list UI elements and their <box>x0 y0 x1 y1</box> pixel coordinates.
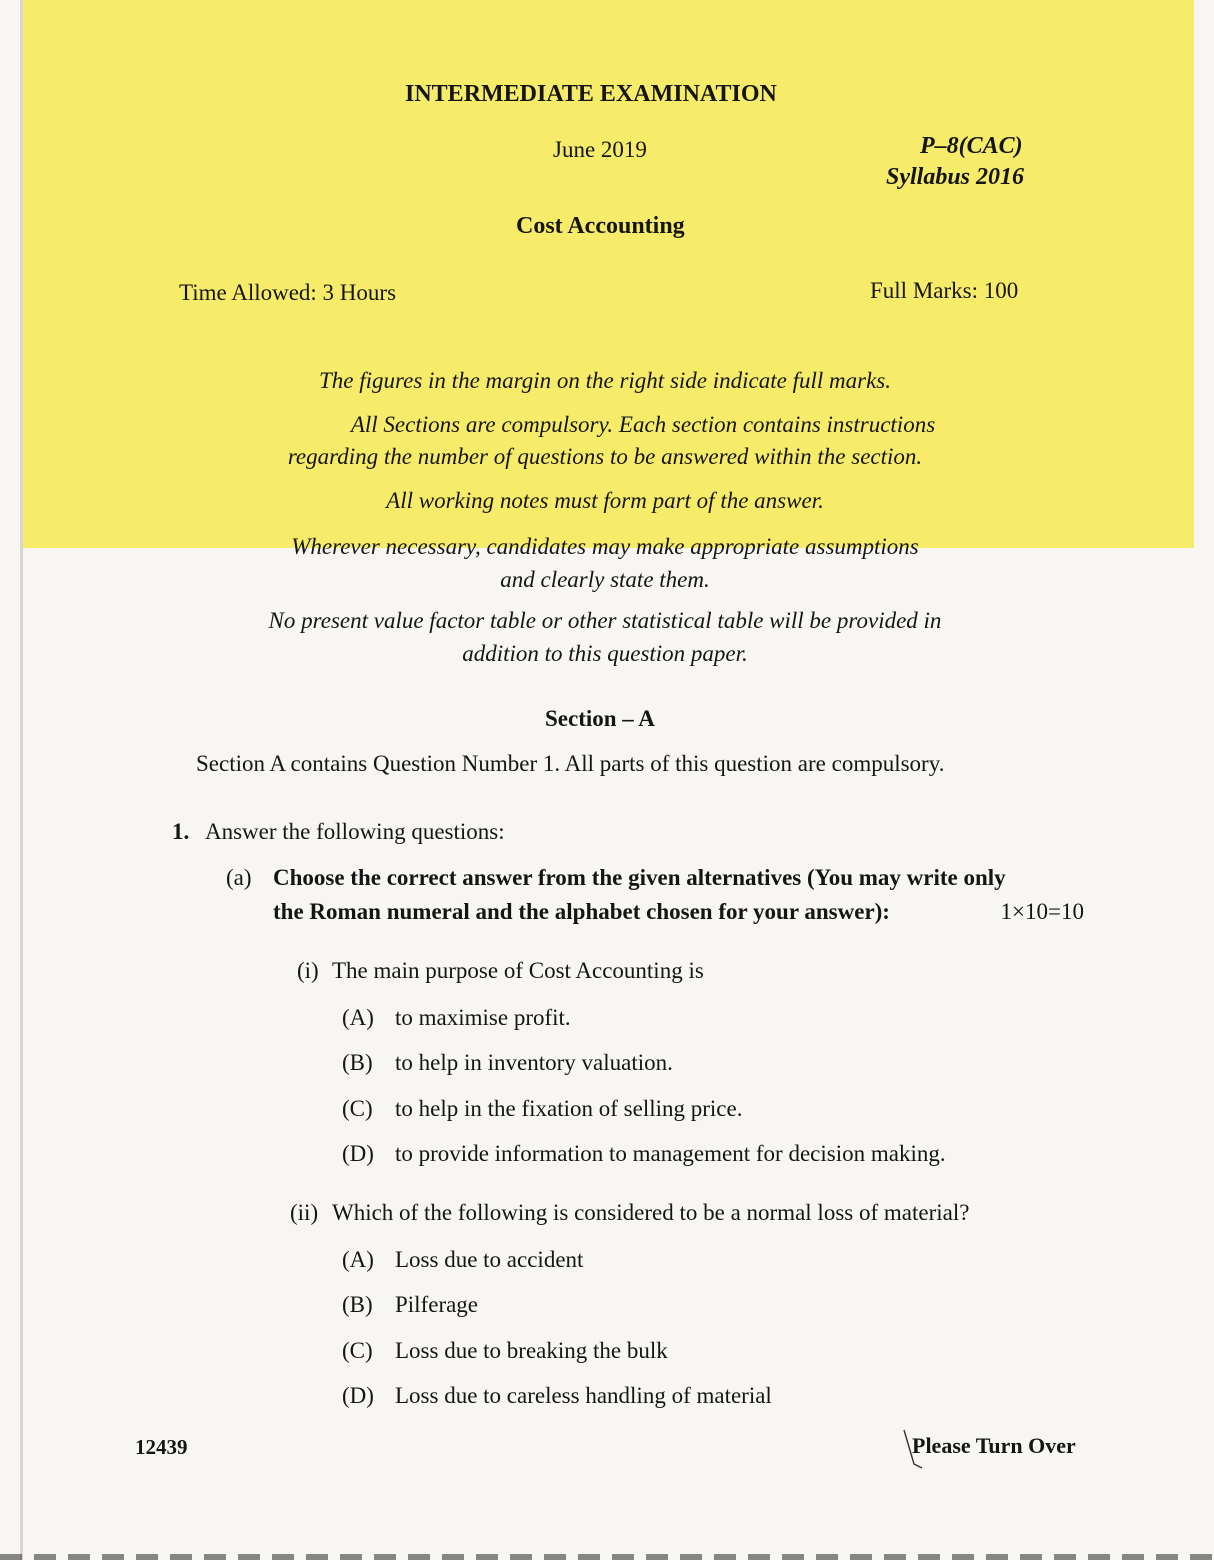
option-text: Loss due to breaking the bulk <box>395 1338 668 1363</box>
instruction-line: and clearly state them. <box>500 567 710 592</box>
option-label: (C) <box>342 1096 373 1121</box>
option-label: (A) <box>342 1247 374 1272</box>
instruction-line: No present value factor table or other statistical table will be provided in <box>268 608 942 633</box>
option-label: (C) <box>342 1338 373 1363</box>
syllabus: Syllabus 2016 <box>886 164 1025 190</box>
instruction-line: All working notes must form part of the answer. <box>386 488 824 513</box>
please-turn-over: Please Turn Over <box>912 1433 1076 1458</box>
paper-serial-code: 12439 <box>135 1435 188 1459</box>
option-label: (D) <box>342 1141 374 1166</box>
option-label: (B) <box>342 1292 373 1317</box>
full-marks: Full Marks: 100 <box>870 278 1019 303</box>
time-allowed: Time Allowed: 3 Hours <box>179 280 397 305</box>
part-label: (a) <box>226 865 252 890</box>
part-instruction-line: the Roman numeral and the alphabet chosen for your answer): <box>273 899 890 924</box>
paper-code: P–8(CAC) <box>920 133 1023 159</box>
section-title: Section – A <box>545 706 655 731</box>
option-text: Loss due to careless handling of material <box>395 1383 772 1408</box>
instruction-line: Wherever necessary, candidates may make appropriate assumptions <box>291 534 919 559</box>
instruction-line: addition to this question paper. <box>462 641 748 666</box>
option-text: to help in the fixation of selling price. <box>395 1096 743 1121</box>
question-number: 1. <box>172 819 190 844</box>
option-text: Pilferage <box>395 1292 479 1317</box>
subject-title: Cost Accounting <box>516 213 685 239</box>
scan-border <box>0 1554 1214 1560</box>
exam-title: INTERMEDIATE EXAMINATION <box>405 81 777 107</box>
item-label: (ii) <box>290 1200 319 1225</box>
instruction-line: regarding the number of questions to be answered within the section. <box>287 444 923 469</box>
option-label: (B) <box>342 1050 373 1075</box>
item-text: The main purpose of Cost Accounting is <box>332 958 704 983</box>
instruction-line: All Sections are compulsory. Each section contains instructions <box>350 412 936 437</box>
part-marks: 1×10=10 <box>1000 899 1084 924</box>
item-label: (i) <box>297 958 319 983</box>
option-text: to maximise profit. <box>395 1005 571 1030</box>
option-text: to provide information to management for decision making. <box>395 1141 946 1166</box>
exam-session: June 2019 <box>553 137 647 162</box>
option-label: (D) <box>342 1383 374 1408</box>
option-text: Loss due to accident <box>395 1247 584 1272</box>
item-text: Which of the following is considered to be a normal loss of material? <box>332 1200 970 1225</box>
section-note: Section A contains Question Number 1. All parts of this question are compulsory. <box>196 751 945 776</box>
option-label: (A) <box>342 1005 374 1030</box>
instruction-line: The figures in the margin on the right side indicate full marks. <box>319 368 891 393</box>
part-instruction-line: Choose the correct answer from the given alternatives (You may write only <box>273 865 1006 890</box>
scan-edge <box>20 0 23 1560</box>
question-prompt: Answer the following questions: <box>205 819 505 844</box>
option-text: to help in inventory valuation. <box>395 1050 673 1075</box>
